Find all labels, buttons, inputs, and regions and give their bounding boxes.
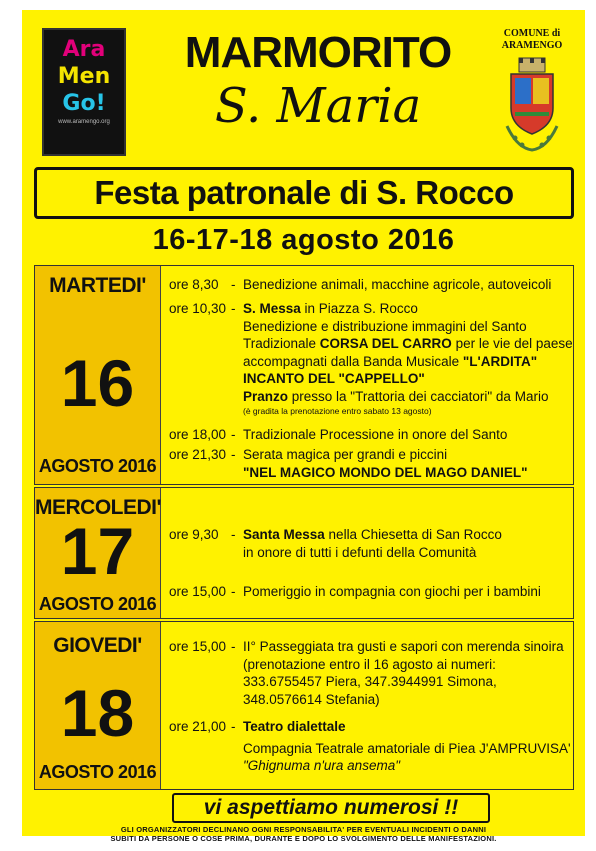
disclaimer-line: SUBITI DA PERSONE O COSE PRIMA, DURANTE E DOPO LO SVOLGIMENTO DELLE MANIFESTAZIONI. [110, 834, 497, 843]
day-block-17 [34, 487, 574, 619]
day-number: 16 [60, 346, 135, 420]
entry-text: Tradizionale Processione in onore del Santo [243, 427, 508, 442]
coat-of-arms-icon [501, 56, 563, 156]
entry-time: ore 9,30 [169, 527, 219, 542]
day-block-16 [34, 265, 574, 485]
day-column [35, 488, 161, 618]
disclaimer-line: GLI ORGANIZZATORI DECLINANO OGNI RESPONSABILITA' PER EVENTUALI INCIDENTI O DANNI [120, 825, 487, 834]
logo-word-1: Ara [62, 37, 106, 62]
entry-time: ore 21,30 [169, 447, 227, 462]
entry-detail: Compagnia Teatrale amatoriale di Piea J'AMPRUVISA' [243, 740, 571, 756]
day-number: 17 [60, 514, 135, 588]
logo-url: www.aramengo.org [58, 119, 110, 125]
logo-word-2: Men [57, 64, 111, 89]
day-name: MARTEDI' [49, 274, 146, 297]
schedule-entry: ore 15,00 - II° Passeggiata tra gusti e sapori con merenda sinoira (prenotazione entro il 16 agosto ai numeri: 333.6755457 Piera, 347.3944991 Simona, 348.0576614 Stefania) [169, 638, 569, 708]
aramengo-logo [42, 28, 126, 156]
entry-time: ore 10,30 [169, 301, 227, 316]
schedule-entries [161, 488, 573, 618]
entry-time: ore 15,00 [169, 584, 227, 599]
schedule-entry: ore 9,30 - Santa Messa nella Chiesetta di San Rocco in onore di tutti i defunti della Comunità [169, 526, 569, 561]
disclaimer [22, 825, 585, 843]
entry-time: ore 18,00 [169, 427, 227, 442]
day-month: AGOSTO 2016 [38, 762, 157, 782]
entry-detail: accompagnati dalla Banda Musicale "L'ARDITA" [243, 353, 538, 369]
entry-detail: INCANTO DEL "CAPPELLO" [243, 371, 425, 386]
entry-note: (è gradita la prenotazione entro sabato 13 agosto) [243, 406, 432, 416]
schedule-entry: ore 10,30 - S. Messa in Piazza S. Rocco Benedizione e distribuzione immagini del Santo Tradizionale CORSA DEL CARRO per le vie del paese accompagnati dalla Banda Musicale "L'ARDITA" INCANTO DEL "CAPPELLO" Pranzo presso la "Trattoria dei cacciatori" da Mario (è gradita la prenotazione entro sabato 13 agosto) [169, 301, 573, 416]
schedule-entry: ore 21,00 - Teatro dialettale Compagnia Teatrale amatoriale di Piea J'AMPRUVISA' "Ghignuma n'ura ansema" [169, 719, 571, 773]
entry-highlight: S. Messa [243, 301, 301, 316]
entry-detail: Tradizionale CORSA DEL CARRO per le vie del paese [243, 336, 573, 351]
entry-detail: 348.0576614 Stefania) [243, 691, 380, 707]
day-block-18 [34, 621, 574, 790]
day-month: AGOSTO 2016 [38, 594, 157, 614]
day-number: 18 [60, 676, 135, 750]
entry-text: in Piazza S. Rocco [300, 301, 418, 316]
event-poster [22, 10, 585, 843]
schedule-entries [161, 266, 573, 484]
comune-name: ARAMENGO [501, 40, 563, 51]
entry-detail: in onore di tutti i defunti della Comunità [243, 544, 477, 560]
festival-dates: 16-17-18 agosto 2016 [152, 224, 455, 256]
entry-text: Pomeriggio in compagnia con giochi per i bambini [243, 584, 541, 599]
day-name: MERCOLEDI' [35, 496, 161, 519]
entry-detail: Benedizione e distribuzione immagini del Santo [243, 318, 527, 334]
schedule-entry: ore 15,00 - Pomeriggio in compagnia con giochi per i bambini [169, 584, 541, 599]
comune-label: COMUNE di [503, 28, 561, 39]
entry-time: ore 21,00 [169, 719, 227, 734]
entry-detail: "NEL MAGICO MONDO DEL MAGO DANIEL" [243, 464, 528, 480]
entry-highlight: Santa Messa [243, 527, 325, 542]
entry-text: Benedizione animali, macchine agricole, autoveicoli [243, 277, 552, 292]
poster-title: MARMORITO [184, 28, 452, 77]
entry-time: ore 8,30 [169, 277, 219, 292]
entry-text: Serata magica per grandi e piccini [243, 447, 448, 462]
entry-text: nella Chiesetta di San Rocco [324, 527, 502, 542]
schedule-entries [161, 622, 573, 789]
entry-time: ore 15,00 [169, 639, 227, 654]
logo-word-3: Go! [62, 91, 106, 116]
entry-detail: 333.6755457 Piera, 347.3944991 Simona, [243, 674, 497, 689]
entry-highlight: Teatro dialettale [243, 719, 346, 734]
schedule-entry: ore 21,30 - Serata magica per grandi e piccini "NEL MAGICO MONDO DEL MAGO DANIEL" [169, 446, 569, 481]
entry-detail: (prenotazione entro il 16 agosto ai numeri: [243, 656, 496, 672]
poster-subtitle: S. Maria [214, 78, 422, 134]
entry-detail: Pranzo presso la "Trattoria dei cacciatori" da Mario [243, 388, 549, 404]
entry-text: II° Passeggiata tra gusti e sapori con merenda sinoira [243, 639, 564, 654]
entry-detail: "Ghignuma n'ura ansema" [243, 758, 400, 773]
day-name: GIOVEDI' [53, 634, 142, 657]
festival-banner: Festa patronale di S. Rocco [34, 167, 574, 219]
day-column [35, 266, 161, 484]
day-column [35, 622, 161, 789]
day-month: AGOSTO 2016 [38, 456, 157, 476]
schedule-entry: ore 18,00 - Tradizionale Processione in onore del Santo [169, 427, 508, 442]
closing-banner: vi aspettiamo numerosi !! [172, 793, 490, 823]
comune-block [490, 28, 574, 156]
schedule-entry: ore 8,30 - Benedizione animali, macchine agricole, autoveicoli [169, 277, 552, 292]
